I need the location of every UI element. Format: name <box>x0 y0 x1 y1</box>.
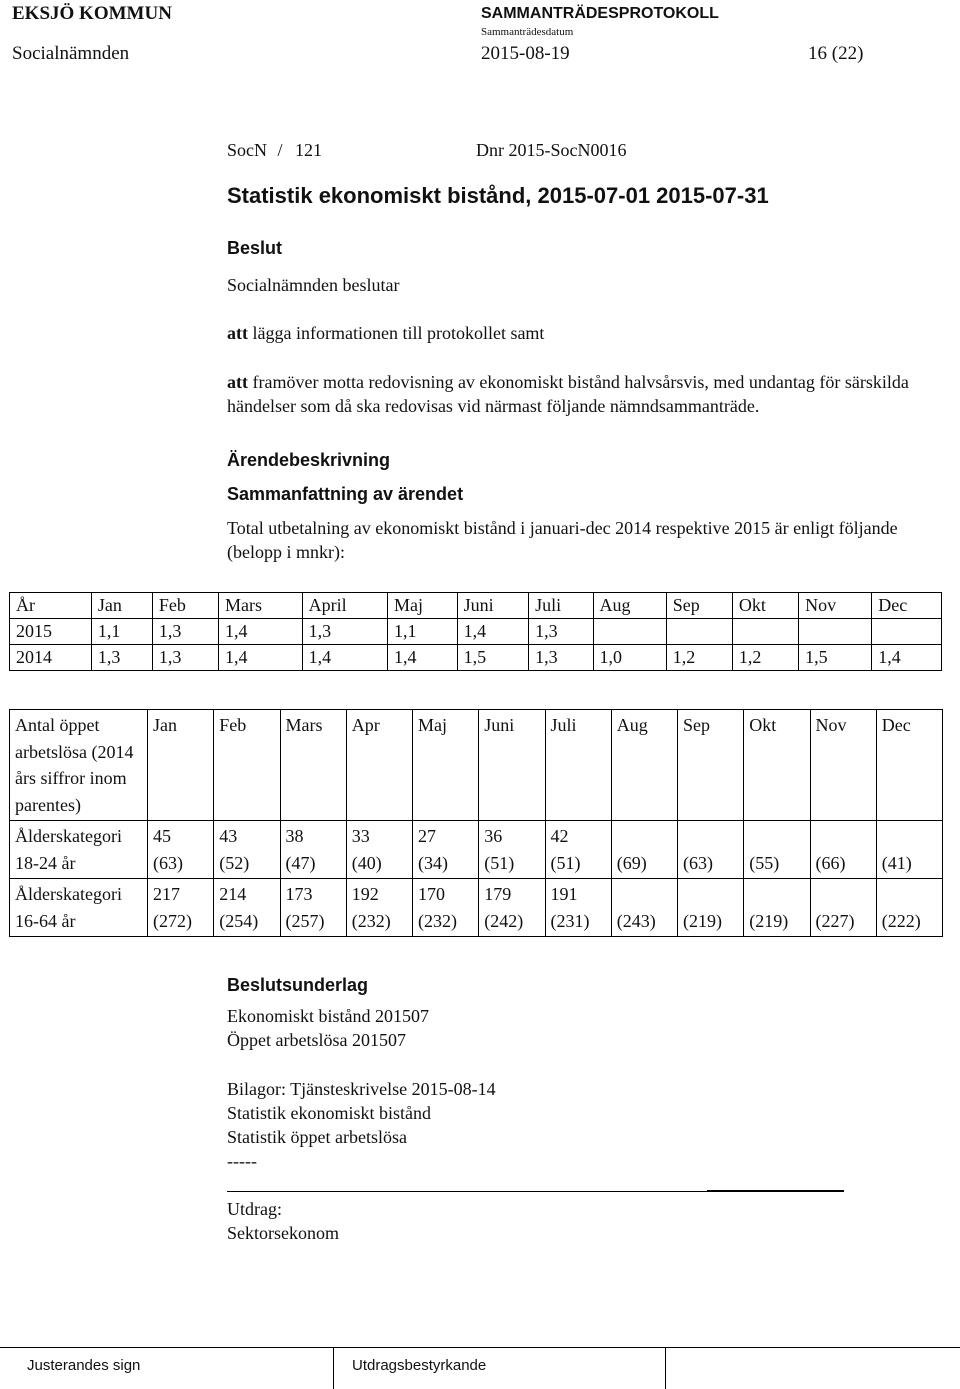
cell-value: (63) <box>683 852 713 873</box>
footer-divider <box>665 1347 666 1389</box>
beslut-item-1 <box>227 321 544 345</box>
table-cell <box>545 821 611 879</box>
table-cell <box>479 879 545 937</box>
table-cell <box>280 821 346 879</box>
page-title: Statistik ekonomiskt bistånd, 2015-07-01 2015-07-31 <box>227 183 769 208</box>
cell-value: (257) <box>285 910 325 931</box>
table-header-cell <box>346 710 412 821</box>
table-cell: Juni <box>457 593 528 619</box>
paragraph-number: 121 <box>295 140 323 160</box>
cell-value: 36 <box>484 826 503 846</box>
table-cell <box>732 619 798 645</box>
department-name: Socialnämnden <box>12 43 130 64</box>
table-cell: Aug <box>593 593 666 619</box>
cell-value: 217 <box>153 884 180 904</box>
table-header-cell <box>479 710 545 821</box>
table-cell <box>413 821 479 879</box>
row-label-cell: 2015 <box>10 619 92 645</box>
table-cell: 1,4 <box>387 645 457 671</box>
table-cell: 1,3 <box>152 619 218 645</box>
table-cell: 1,4 <box>219 619 303 645</box>
summary-text: Total utbetalning av ekonomiskt bistånd i januari-dec 2014 respektive 2015 är enligt följande (belopp i mnkr): <box>227 518 898 562</box>
table-cell: 1,5 <box>457 645 528 671</box>
bilagor-line: Statistik öppet arbetslösa <box>227 1127 407 1147</box>
table-cell: 1,3 <box>91 645 152 671</box>
table-row <box>10 645 942 671</box>
table-cell <box>876 879 942 937</box>
table-cell <box>744 879 810 937</box>
utdrag-label: Utdrag: <box>227 1199 282 1219</box>
beslutsunderlag-item: Öppet arbetslösa 201507 <box>227 1030 406 1050</box>
socn-label: SocN <box>227 140 267 160</box>
table-cell <box>413 879 479 937</box>
paragraph-mark: / <box>277 140 283 160</box>
table-cell <box>593 619 666 645</box>
table-cell: Sep <box>666 593 732 619</box>
table-cell <box>872 619 942 645</box>
table-cell: Jan <box>91 593 152 619</box>
cell-value: (52) <box>219 852 250 873</box>
table-cell: 1,2 <box>666 645 732 671</box>
table-cell: Mars <box>219 593 303 619</box>
diary-number: Dnr 2015-SocN0016 <box>476 140 627 160</box>
table-cell: Maj <box>387 593 457 619</box>
meeting-date: 2015-08-19 <box>481 43 570 64</box>
table-cell <box>678 879 744 937</box>
table-cell <box>214 821 280 879</box>
table-row <box>10 821 943 879</box>
cell-value: Nov <box>815 715 847 735</box>
table-header-row <box>10 710 943 821</box>
table-header-cell <box>810 710 876 821</box>
cell-value: 33 <box>351 826 370 846</box>
footer-divider <box>333 1347 334 1389</box>
cell-value: Okt <box>749 715 777 735</box>
table-header-cell <box>413 710 479 821</box>
table-cell <box>876 821 942 879</box>
cell-value: Antal öppet arbetslösa (2014 års siffror inom parentes) <box>15 715 134 815</box>
cell-value: Jan <box>153 715 177 735</box>
cell-value: (243) <box>616 910 656 931</box>
cell-value: Dec <box>881 715 911 735</box>
table-header-cell <box>876 710 942 821</box>
table-cell: 1,3 <box>529 619 593 645</box>
cell-value: Apr <box>351 715 380 735</box>
cell-value: (219) <box>749 910 789 931</box>
cell-value: (41) <box>881 852 912 873</box>
cell-value: 38 <box>285 826 304 846</box>
cell-value: (40) <box>351 852 382 873</box>
beslut-heading: Beslut <box>227 238 283 258</box>
table-cell: Feb <box>152 593 218 619</box>
table-header-cell <box>678 710 744 821</box>
beslut-item-2-text: framöver motta redovisning av ekonomiskt bistånd halvsårsvis, med undantag för särskilda händelser som då ska redovisas vid närmast följande nämndsammanträde. <box>227 372 909 416</box>
table-cell <box>666 619 732 645</box>
cell-value: (51) <box>484 852 515 873</box>
cell-value: (227) <box>815 910 855 931</box>
table-cell: 1,4 <box>219 645 303 671</box>
payments-table <box>9 592 942 671</box>
cell-value <box>683 884 688 904</box>
table-cell <box>346 879 412 937</box>
cell-value <box>816 826 821 846</box>
table-cell <box>678 821 744 879</box>
cell-value: Sep <box>683 715 710 735</box>
cell-value: (222) <box>881 910 921 931</box>
table-cell: Nov <box>799 593 872 619</box>
table-header-cell <box>280 710 346 821</box>
table-cell <box>611 879 677 937</box>
table-header-cell <box>148 710 214 821</box>
cell-value <box>749 884 754 904</box>
table-header-cell <box>744 710 810 821</box>
table-cell: 1,2 <box>732 645 798 671</box>
bilagor-line: Bilagor: Tjänsteskrivelse 2015-08-14 <box>227 1079 496 1099</box>
att-keyword: att <box>227 323 248 343</box>
att-keyword: att <box>227 372 248 392</box>
table-cell: 1,4 <box>872 645 942 671</box>
meeting-date-label: Sammanträdesdatum <box>481 26 574 38</box>
cell-value: Juni <box>484 715 515 735</box>
page-number: 16 (22) <box>808 43 864 64</box>
table-cell <box>148 879 214 937</box>
justerandes-sign-label: Justerandes sign <box>27 1357 141 1374</box>
cell-value <box>749 826 754 846</box>
cell-value: Juli <box>550 715 577 735</box>
table-cell: April <box>302 593 387 619</box>
municipality-name: EKSJÖ KOMMUN <box>12 3 172 24</box>
cell-value: 214 <box>219 884 247 904</box>
table-cell: Juli <box>529 593 593 619</box>
table-cell: 1,4 <box>302 645 387 671</box>
cell-value: 27 <box>418 826 436 846</box>
cell-value: Ålderskategori 16-64 år <box>15 884 122 931</box>
table-header-cell <box>611 710 677 821</box>
table-cell: 1,1 <box>387 619 457 645</box>
cell-value: 170 <box>418 884 445 904</box>
cell-value: 42 <box>550 826 569 846</box>
arende-heading: Ärendebeskrivning <box>227 450 391 470</box>
cell-value: Ålderskategori 18-24 år <box>15 826 122 873</box>
table-cell <box>799 619 872 645</box>
cell-value: Mars <box>285 715 323 735</box>
table-cell: Dec <box>872 593 942 619</box>
cell-value: (34) <box>418 852 448 873</box>
beslut-item-2 <box>227 370 947 418</box>
cell-value: (231) <box>550 910 590 931</box>
cell-value <box>882 826 887 846</box>
table-cell <box>744 821 810 879</box>
table-header-cell <box>545 710 611 821</box>
cell-value <box>683 826 688 846</box>
header-label-cell <box>10 710 148 821</box>
cell-value: Feb <box>219 715 247 735</box>
table-cell: 1,5 <box>799 645 872 671</box>
row-label-cell <box>10 879 148 937</box>
utdragsbestyrkande-label: Utdragsbestyrkande <box>352 1357 487 1374</box>
table-cell <box>611 821 677 879</box>
row-label-cell: 2014 <box>10 645 92 671</box>
table-cell: 1,4 <box>457 619 528 645</box>
cell-value <box>816 884 821 904</box>
table-row <box>10 619 942 645</box>
beslut-item-1-text: lägga informationen till protokollet samt <box>248 323 545 343</box>
table-cell: Okt <box>732 593 798 619</box>
cell-value <box>617 826 622 846</box>
cell-value: 45 <box>153 826 171 846</box>
table-cell <box>810 821 876 879</box>
cell-value <box>882 884 887 904</box>
cell-value: (55) <box>749 852 780 873</box>
cell-value: Aug <box>616 715 648 735</box>
table-cell: 1,3 <box>152 645 218 671</box>
footer-divider <box>0 1347 960 1348</box>
cell-value: 179 <box>484 884 512 904</box>
cell-value: (272) <box>153 910 192 931</box>
beslutsunderlag-heading: Beslutsunderlag <box>227 975 369 995</box>
cell-value: 173 <box>285 884 313 904</box>
row-label-cell: År <box>10 593 92 619</box>
row-label-cell <box>10 821 148 879</box>
cell-value: (232) <box>418 910 457 931</box>
cell-value: 191 <box>550 884 578 904</box>
protocol-title: SAMMANTRÄDESPROTOKOLL <box>481 5 719 22</box>
cell-value: (66) <box>815 852 846 873</box>
summary-heading: Sammanfattning av ärendet <box>227 484 464 504</box>
bilagor-line: Statistik ekonomiskt bistånd <box>227 1103 432 1123</box>
table-cell: 1,1 <box>91 619 152 645</box>
divider <box>707 1190 844 1192</box>
table-cell: 1,0 <box>593 645 666 671</box>
table-cell <box>810 879 876 937</box>
cell-value: (219) <box>683 910 722 931</box>
cell-value <box>617 884 622 904</box>
table-row <box>10 879 943 937</box>
utdrag-recipient: Sektorsekonom <box>227 1223 339 1243</box>
cell-value: (232) <box>351 910 391 931</box>
beslutsunderlag-item: Ekonomiskt bistånd 201507 <box>227 1006 429 1026</box>
cell-value: Maj <box>418 715 447 735</box>
unemployed-table <box>9 709 943 937</box>
cell-value: (63) <box>153 852 183 873</box>
paragraph-reference <box>227 138 322 162</box>
table-cell <box>545 879 611 937</box>
cell-value: (47) <box>285 852 316 873</box>
table-cell: 1,3 <box>529 645 593 671</box>
bilagor-separator: ----- <box>227 1151 257 1171</box>
table-header-row <box>10 593 942 619</box>
table-cell <box>479 821 545 879</box>
table-header-cell <box>214 710 280 821</box>
table-cell <box>148 821 214 879</box>
cell-value: 43 <box>219 826 238 846</box>
cell-value: (69) <box>616 852 647 873</box>
table-cell <box>280 879 346 937</box>
cell-value: 192 <box>351 884 379 904</box>
table-cell <box>346 821 412 879</box>
cell-value: (51) <box>550 852 581 873</box>
cell-value: (254) <box>219 910 259 931</box>
beslut-intro: Socialnämnden beslutar <box>227 275 400 295</box>
table-cell <box>214 879 280 937</box>
table-cell: 1,3 <box>302 619 387 645</box>
cell-value: (242) <box>484 910 524 931</box>
